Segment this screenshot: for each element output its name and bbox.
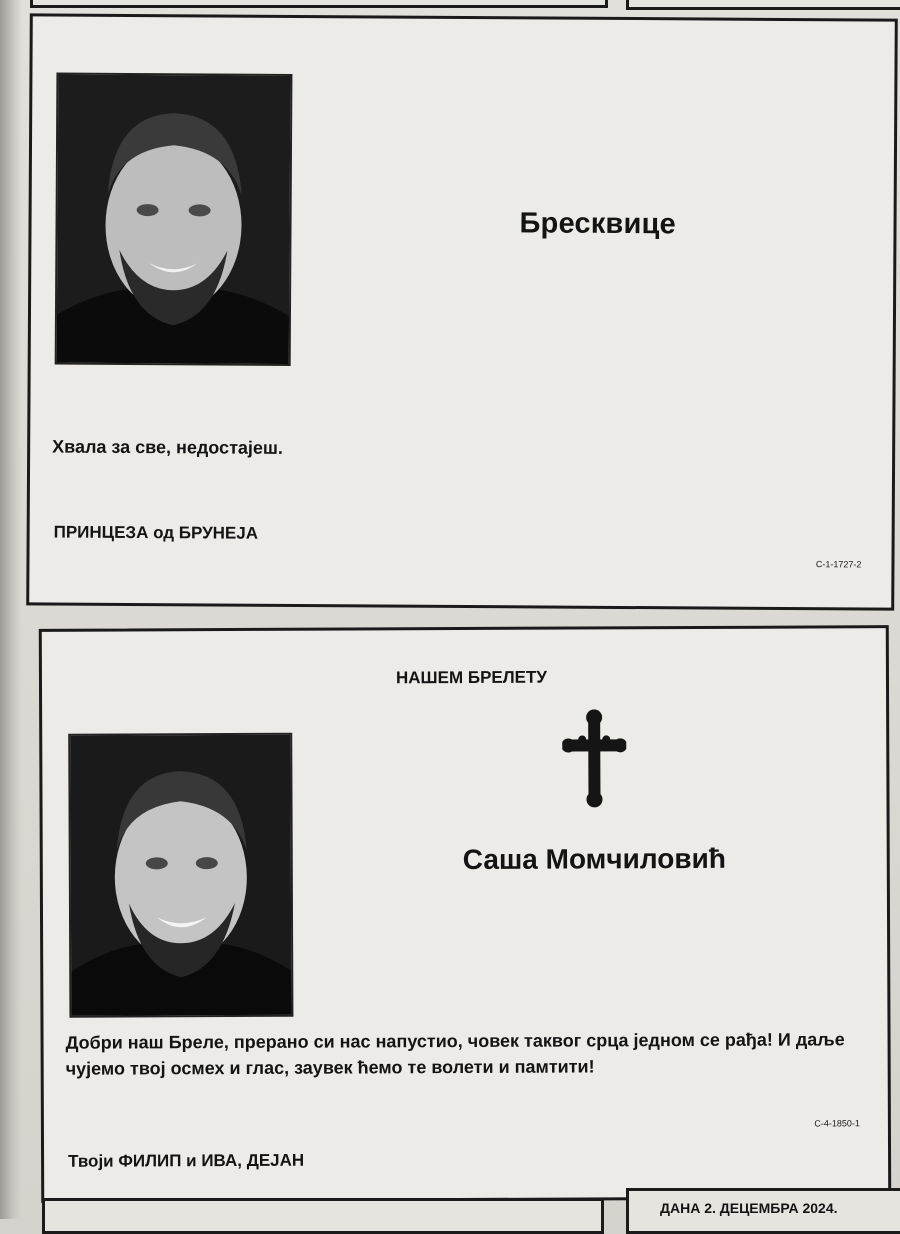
notice-message: Хвала за све, недостајеш.	[52, 436, 284, 458]
top-right-notice-fragment	[626, 0, 900, 10]
bottom-left-notice-fragment	[42, 1198, 604, 1234]
top-left-notice-fragment	[30, 0, 608, 8]
orthodox-cross-icon	[562, 709, 626, 807]
notice-code: С-1-1727-2	[815, 559, 862, 570]
notice-dedication: НАШЕМ БРЕЛЕТУ	[395, 667, 547, 688]
deceased-name: Саша Момчиловић	[462, 842, 726, 876]
portrait-image	[70, 735, 291, 1016]
obituary-notice-2	[39, 625, 891, 1203]
notice-message: Добри наш Бреле, прерано си нас напустио, човек таквог срца једном се рађа! И даље чујемо твој осмех и глас, заувек ћемо те волети и памтити!	[65, 1029, 845, 1079]
notice-signature: ПРИНЦЕЗА од БРУНЕЈА	[53, 522, 259, 543]
portrait-image	[57, 75, 291, 364]
portrait-photo	[68, 733, 293, 1018]
date-line: ДАНА 2. ДЕЦЕМБРА 2024.	[660, 1200, 838, 1216]
notice-code: С-4-1850-1	[814, 1118, 860, 1129]
notice-heading: Бресквице	[519, 207, 676, 241]
notice-signature: Твоји ФИЛИП и ИВА, ДЕЈАН	[68, 1150, 305, 1171]
portrait-photo	[55, 73, 293, 366]
page-edge-shadow	[0, 0, 22, 1219]
obituary-notice-1	[26, 13, 898, 610]
